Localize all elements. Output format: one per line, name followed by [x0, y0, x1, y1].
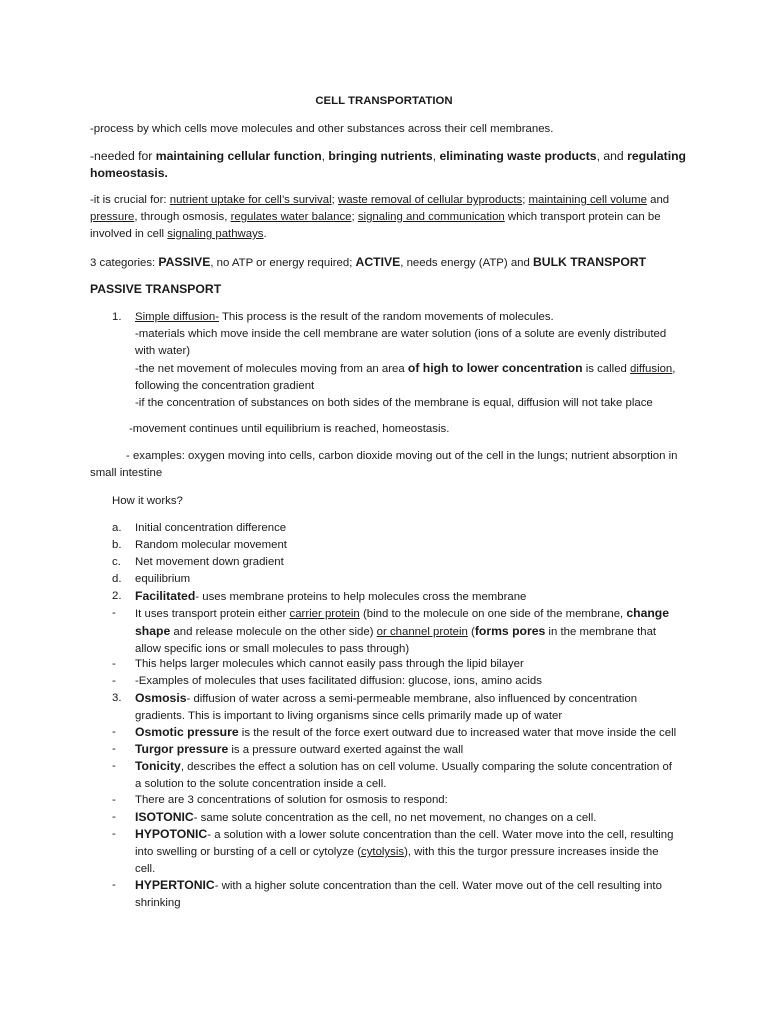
hypotonic: HYPOTONIC- a solution with a lower solute concentration than the cell. Water move into the cell, resulting into swelling or bursting of a cell or cytolyze (cytolysis), with this the turgor pressure increases inside the cell.	[135, 827, 674, 875]
categories-line: 3 categories: PASSIVE, no ATP or energy required; ACTIVE, needs energy (ATP) and BULK TRANSPORT	[90, 255, 647, 269]
step-item: Initial concentration difference	[135, 522, 287, 534]
osmosis-title: Osmosis- diffusion of water across a semi-permeable membrane, also influenced by concentration gradients. This is important to living organisms since cells primarily made up of water	[135, 691, 638, 722]
simple-line-equal: -if the concentration of substances on both sides of the membrane is equal, diffusion will not take place	[135, 397, 653, 409]
simple-line-equilibrium: -movement continues until equilibrium is reached, homeostasis.	[129, 423, 450, 435]
dash-bullet: -	[112, 811, 116, 823]
step-marker: c.	[112, 556, 121, 568]
isotonic: ISOTONIC- same solute concentration as the cell, no net movement, no changes on a cell.	[135, 810, 597, 824]
step-marker: b.	[112, 539, 122, 551]
step-marker: d.	[112, 573, 122, 585]
list-number: 2.	[112, 590, 122, 602]
dash-bullet: -	[112, 879, 116, 891]
document-title: CELL TRANSPORTATION	[315, 95, 453, 107]
hypertonic: HYPERTONIC- with a higher solute concentration than the cell. Water move out of the cell resulting into shrinking	[135, 878, 662, 909]
simple-line-net-movement: -the net movement of molecules moving from an area of high to lower concentration is called diffusion, following the concentration gradient	[135, 361, 676, 392]
simple-line-examples: - examples: oxygen moving into cells, carbon dioxide moving out of the cell in the lungs; nutrient absorption in small intestine	[90, 450, 678, 479]
facilitated-title: Facilitated- uses membrane proteins to help molecules cross the membrane	[135, 589, 527, 603]
dash-bullet: -	[112, 743, 116, 755]
simple-diffusion-block	[135, 309, 680, 412]
list-number: 1.	[112, 311, 122, 323]
intro-definition: -process by which cells move molecules and other substances across their cell membranes.	[90, 123, 554, 135]
step-item: Random molecular movement	[135, 539, 287, 551]
dash-bullet: -	[112, 675, 116, 687]
facilitated-examples: -Examples of molecules that uses facilitated diffusion: glucose, ions, amino acids	[135, 675, 542, 687]
dash-bullet: -	[112, 760, 116, 772]
step-marker: a.	[112, 522, 122, 534]
osmotic-pressure: Osmotic pressure is the result of the force exert outward due to increased water that move inside the cell	[135, 725, 677, 739]
dash-bullet: -	[112, 794, 116, 806]
turgor-pressure: Turgor pressure is a pressure outward exerted against the wall	[135, 742, 464, 756]
dash-bullet: -	[112, 726, 116, 738]
step-item: equilibrium	[135, 573, 191, 585]
simple-line-materials: -materials which move inside the cell membrane are water solution (ions of a solute are evenly distributed with water)	[135, 328, 667, 357]
facilitated-proteins: It uses transport protein either carrier protein (bind to the molecule on one side of the membrane, change shape and release molecule on the other side) or channel protein (forms pores in the membrane that allow specific ions or small molecules to pass through)	[135, 606, 670, 655]
dash-bullet: -	[112, 658, 116, 670]
list-number: 3.	[112, 692, 122, 704]
intro-needed: -needed for maintaining cellular function, bringing nutrients, eliminating waste products, and regulating homeostasis.	[90, 149, 687, 180]
facilitated-larger: This helps larger molecules which cannot easily pass through the lipid bilayer	[135, 658, 524, 670]
step-item: Net movement down gradient	[135, 556, 284, 568]
intro-crucial: -it is crucial for: nutrient uptake for cell’s survival; waste removal of cellular byproducts; maintaining cell volume and pressure, through osmosis, regulates water balance; signaling and communication which transport protein can be involved in cell signaling pathways.	[90, 194, 670, 240]
dash-bullet: -	[112, 828, 116, 840]
tonicity: Tonicity, describes the effect a solution has on cell volume. Usually comparing the solute concentration of a solution to the solute concentration inside a cell.	[135, 759, 672, 790]
how-it-works-heading: How it works?	[112, 495, 183, 507]
passive-heading: PASSIVE TRANSPORT	[90, 282, 222, 296]
simple-diffusion-title: Simple diffusion- This process is the result of the random movements of molecules.	[135, 311, 554, 323]
three-concentrations: There are 3 concentrations of solution for osmosis to respond:	[135, 794, 448, 806]
dash-bullet: -	[112, 607, 116, 619]
